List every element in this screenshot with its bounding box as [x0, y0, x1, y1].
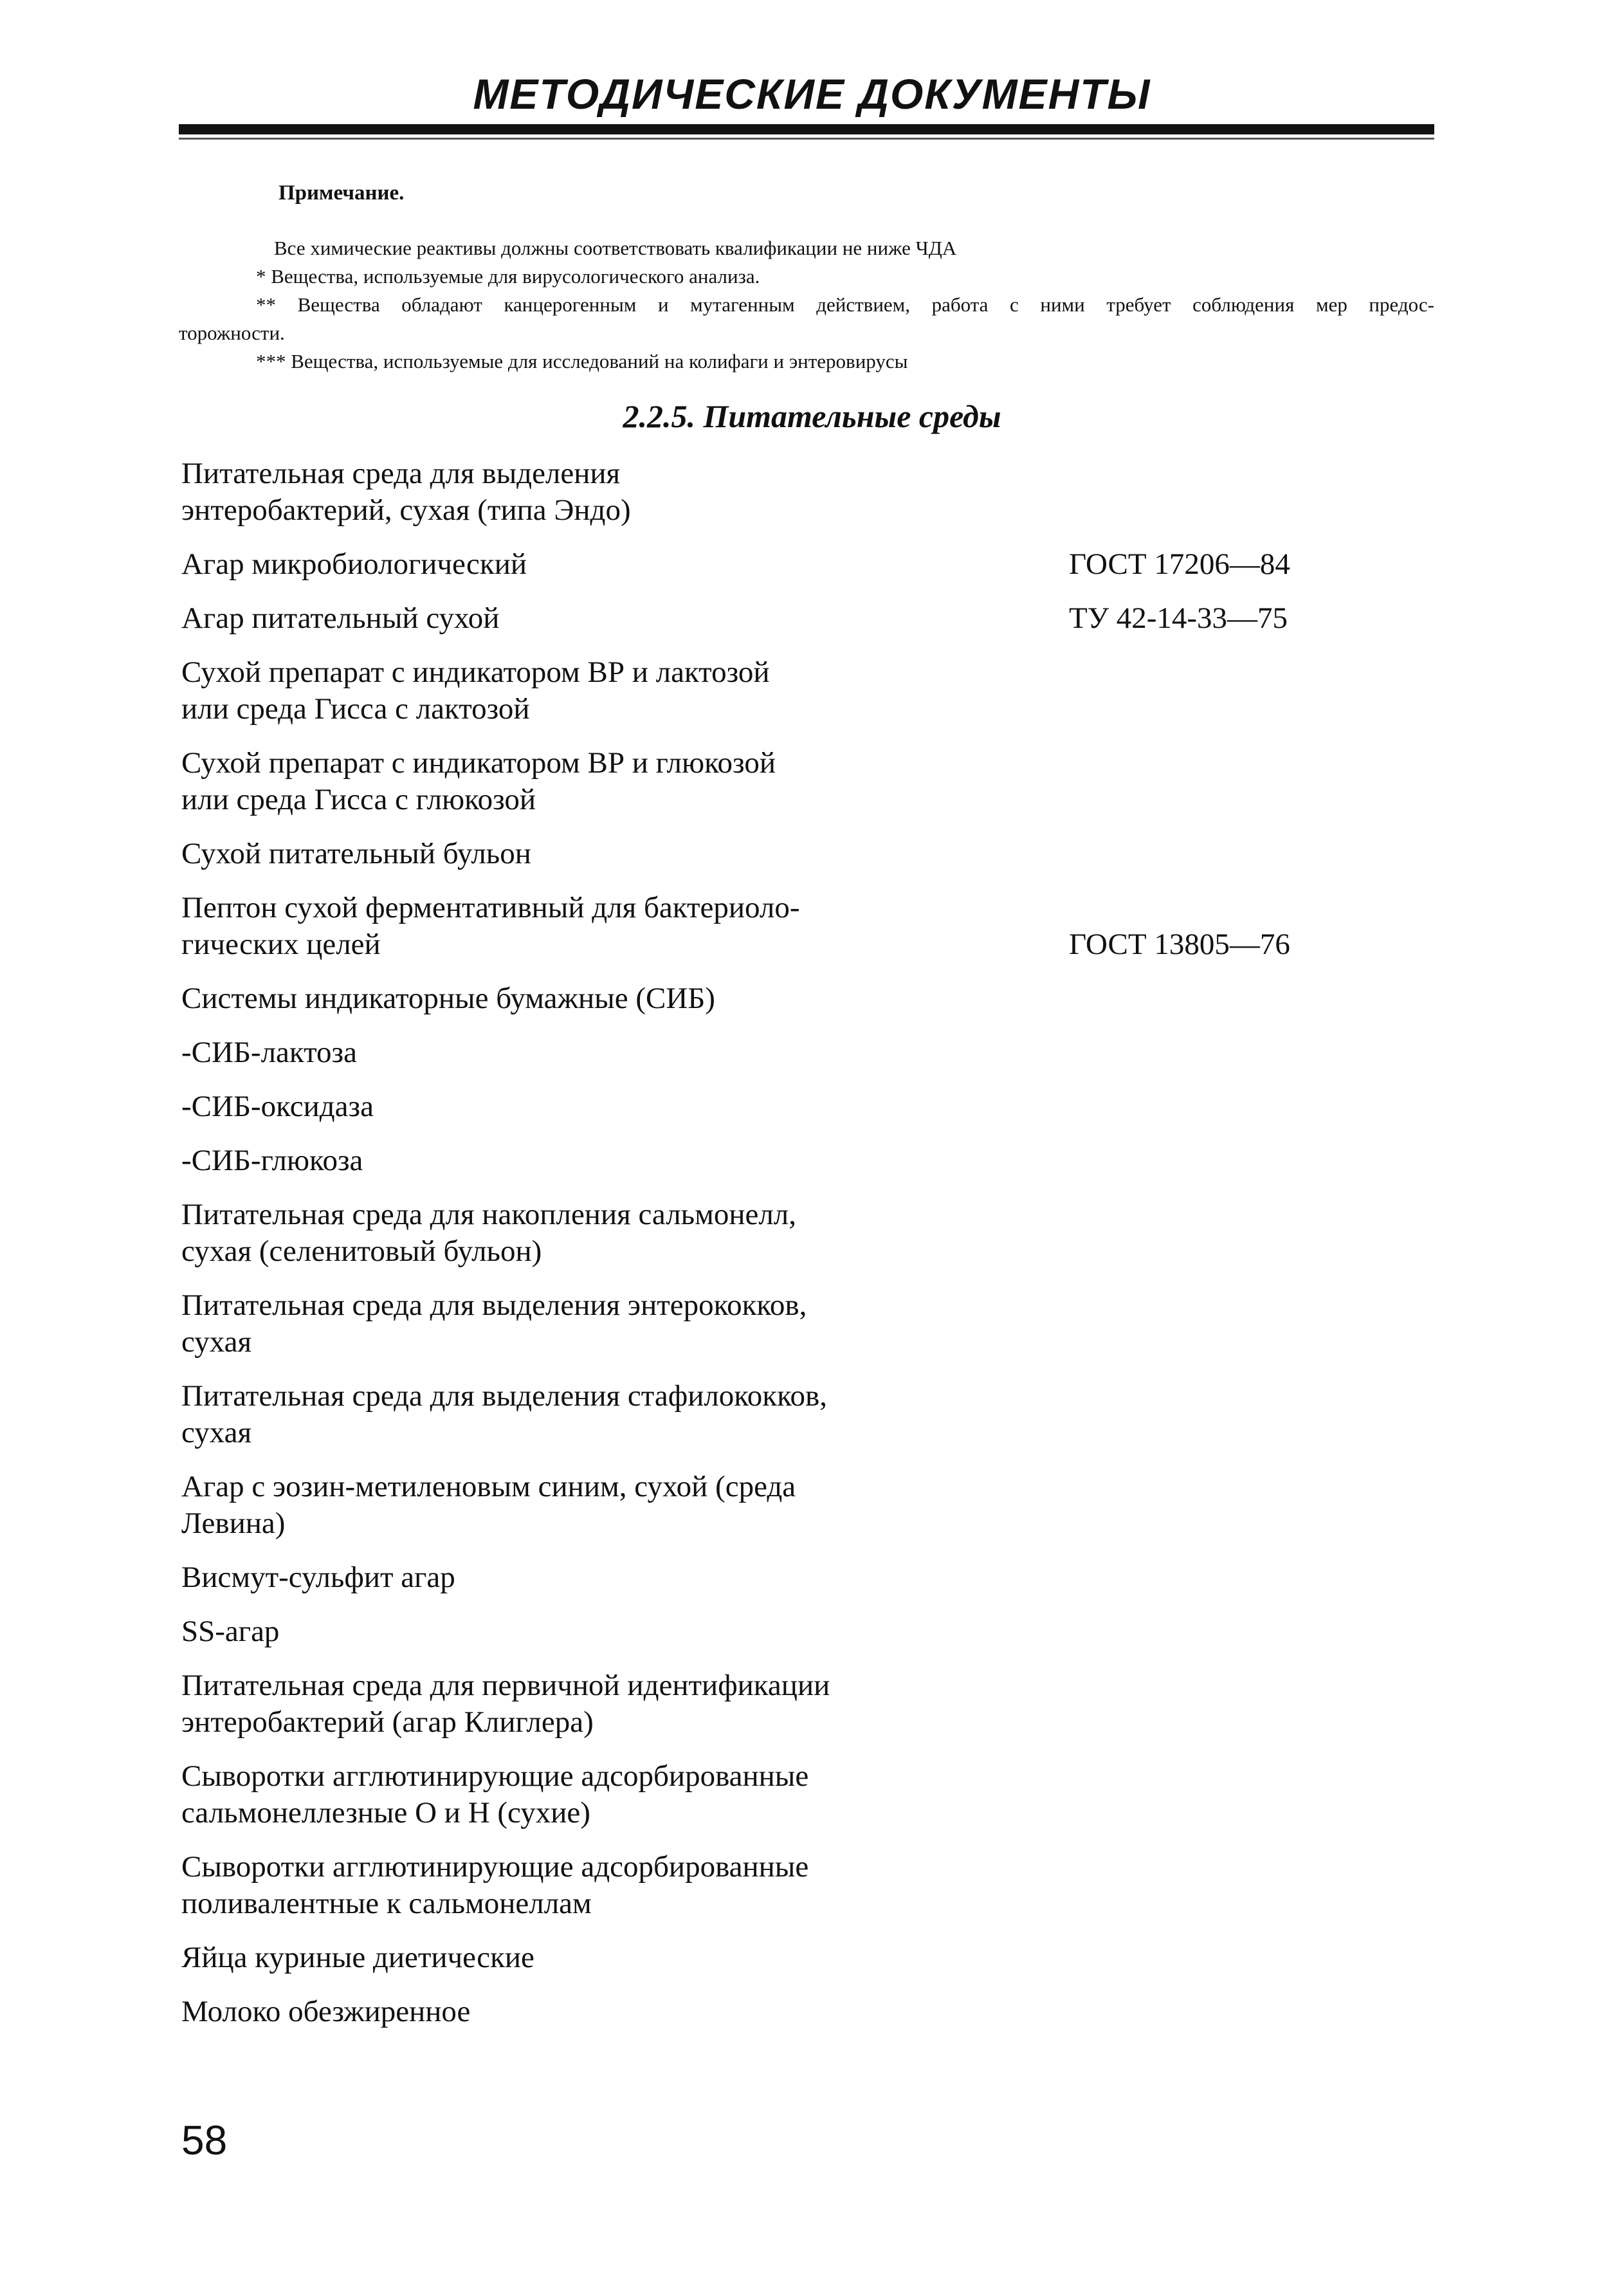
item-standard: ТУ 42-14-33—75	[1069, 601, 1288, 635]
item-name: Яйца куриные диетические	[181, 1941, 534, 1974]
item-name: Пептон сухой ферментативный для бактериоло- гических целей	[181, 891, 800, 961]
note-line-carcinogen: ** Вещества обладают канцерогенным и мутагенным действием, работа с ними требует соблюдения мер предос-	[256, 293, 1434, 316]
item-standard: ГОСТ 17206—84	[1069, 547, 1290, 581]
media-list	[181, 455, 1339, 2048]
item-name: Агар микробиологический	[181, 547, 527, 581]
list-item	[181, 1849, 1339, 1922]
list-item	[181, 1142, 1339, 1179]
header-rule-thin	[179, 138, 1434, 140]
item-standard: ГОСТ 13805—76	[1069, 928, 1290, 961]
list-item	[181, 600, 1339, 637]
list-item	[181, 455, 1339, 529]
item-name: Системы индикаторные бумажные (СИБ)	[181, 982, 715, 1015]
item-name: -СИБ-глюкоза	[181, 1144, 363, 1177]
list-item	[181, 546, 1339, 583]
list-item	[181, 980, 1339, 1017]
note-line-coliphage: *** Вещества, используемые для исследований на колифаги и энтеровирусы	[256, 350, 908, 372]
item-name: -СИБ-лактоза	[181, 1036, 357, 1069]
item-name: Висмут-сульфит агар	[181, 1561, 455, 1594]
list-item	[181, 1559, 1339, 1596]
list-item	[181, 836, 1339, 872]
list-item	[181, 1197, 1339, 1270]
item-name: Сыворотки агглютинирующие адсорбированные сальмонеллезные O и H (сухие)	[181, 1759, 809, 1829]
list-item	[181, 1469, 1339, 1542]
note-heading: Примечание.	[278, 181, 405, 205]
item-name: Питательная среда для первичной идентификации энтеробактерий (агар Клиглера)	[181, 1669, 830, 1739]
page-number: 58	[181, 2117, 228, 2163]
item-name: Питательная среда для выделения энтерококков, сухая	[181, 1288, 807, 1359]
item-name: Питательная среда для накопления сальмонелл, сухая (селенитовый бульон)	[181, 1198, 796, 1268]
list-item	[181, 1287, 1339, 1361]
list-item	[181, 1378, 1339, 1451]
item-name: Питательная среда для выделения энтеробактерий, сухая (типа Эндо)	[181, 457, 631, 527]
list-item	[181, 1939, 1339, 1976]
list-item	[181, 1613, 1339, 1650]
item-name: Сухой препарат с индикатором ВР и лактозой или среда Гисса с лактозой	[181, 656, 770, 726]
page-header-title: МЕТОДИЧЕСКИЕ ДОКУМЕНТЫ	[473, 70, 1151, 118]
list-item	[181, 1667, 1339, 1741]
note-block	[179, 179, 1434, 376]
note-line-carcinogen-cont: торожности.	[179, 322, 285, 344]
list-item	[181, 745, 1339, 818]
list-item	[181, 1994, 1339, 2030]
item-name: Агар питательный сухой	[181, 601, 500, 635]
item-name: Молоко обезжиренное	[181, 1995, 471, 2028]
item-name: -СИБ-оксидаза	[181, 1090, 374, 1123]
section-title: 2.2.5. Питательные среды	[623, 398, 1001, 434]
item-name: SS-агар	[181, 1615, 280, 1648]
list-item	[181, 654, 1339, 728]
item-name: Сухой препарат с индикатором ВР и глюкозой или среда Гисса с глюкозой	[181, 746, 776, 816]
item-name: Сухой питательный бульон	[181, 837, 531, 870]
list-item	[181, 1758, 1339, 1831]
note-line-virology: * Вещества, используемые для вирусологического анализа.	[256, 265, 760, 288]
note-line-general: Все химические реактивы должны соответствовать квалификации не ниже ЧДА	[274, 237, 957, 259]
header-rule	[179, 124, 1434, 134]
list-item	[181, 1034, 1339, 1071]
list-item	[181, 890, 1339, 963]
item-name: Сыворотки агглютинирующие адсорбированные поливалентные к сальмонеллам	[181, 1850, 809, 1920]
item-name: Агар с эозин-метиленовым синим, сухой (среда Левина)	[181, 1470, 796, 1540]
item-name: Питательная среда для выделения стафилококков, сухая	[181, 1379, 827, 1449]
list-item	[181, 1088, 1339, 1125]
